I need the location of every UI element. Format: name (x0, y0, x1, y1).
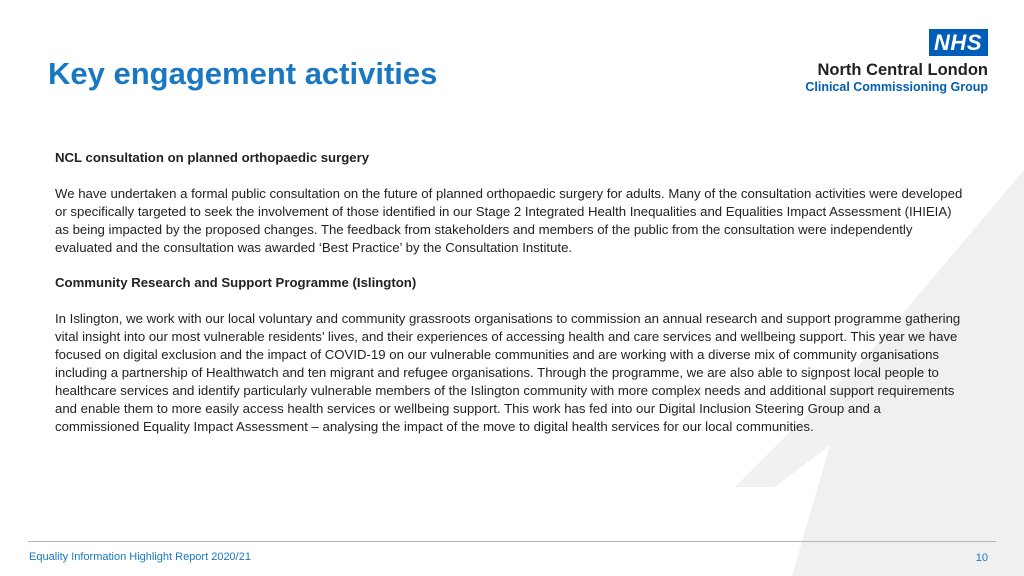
footer-divider (28, 541, 996, 542)
section-body-orthopaedic: We have undertaken a formal public consultation on the future of planned orthopaedic surgery for adults. Many of the consultation activities were developed or specifically targeted to seek the involvement of those identified in our Stage 2 Integrated Health Inequalities and Equalities Impact Assessment (IHIEIA) as being impacted by the proposed changes. The feedback from stakeholders and members of the public from the consultation were independently evaluated and the consultation was awarded ‘Best Practice’ by the Consultation Institute. (55, 185, 963, 255)
slide-title: Key engagement activities (48, 56, 438, 91)
section-body-islington: In Islington, we work with our local voluntary and community grassroots organisations to commission an annual research and support programme gathering vital insight into our most vulnerable residents’ lives, and their experiences of accessing health and care services and wellbeing support. This year we have focused on digital exclusion and the impact of COVID-19 on our vulnerable communities and are working with a diverse mix of community organisations including a partnership of Healthwatch and ten migrant and refugee organisations. Through the programme, we are also able to signpost local people to healthcare services and identify particularly vulnerable members of the Islington community with more complex needs and additional support requirements and enable them to more easily access health services or wellbeing support. This work has fed into our Digital Inclusion Steering Group and a commissioned Equality Impact Assessment – analysing the impact of the move to digital health services for our local communities. (55, 311, 961, 434)
org-subtitle: Clinical Commissioning Group (805, 80, 988, 94)
footer-report-name: Equality Information Highlight Report 2020/21 (29, 551, 251, 563)
nhs-logo (805, 29, 988, 95)
section-heading-orthopaedic: NCL consultation on planned orthopaedic surgery (55, 150, 370, 165)
nhs-badge: NHS (929, 29, 988, 56)
slide-body (55, 149, 965, 435)
org-name: North Central London (817, 61, 988, 79)
section-heading-islington: Community Research and Support Programme (Islington) (55, 275, 417, 291)
page-number: 10 (975, 552, 988, 564)
